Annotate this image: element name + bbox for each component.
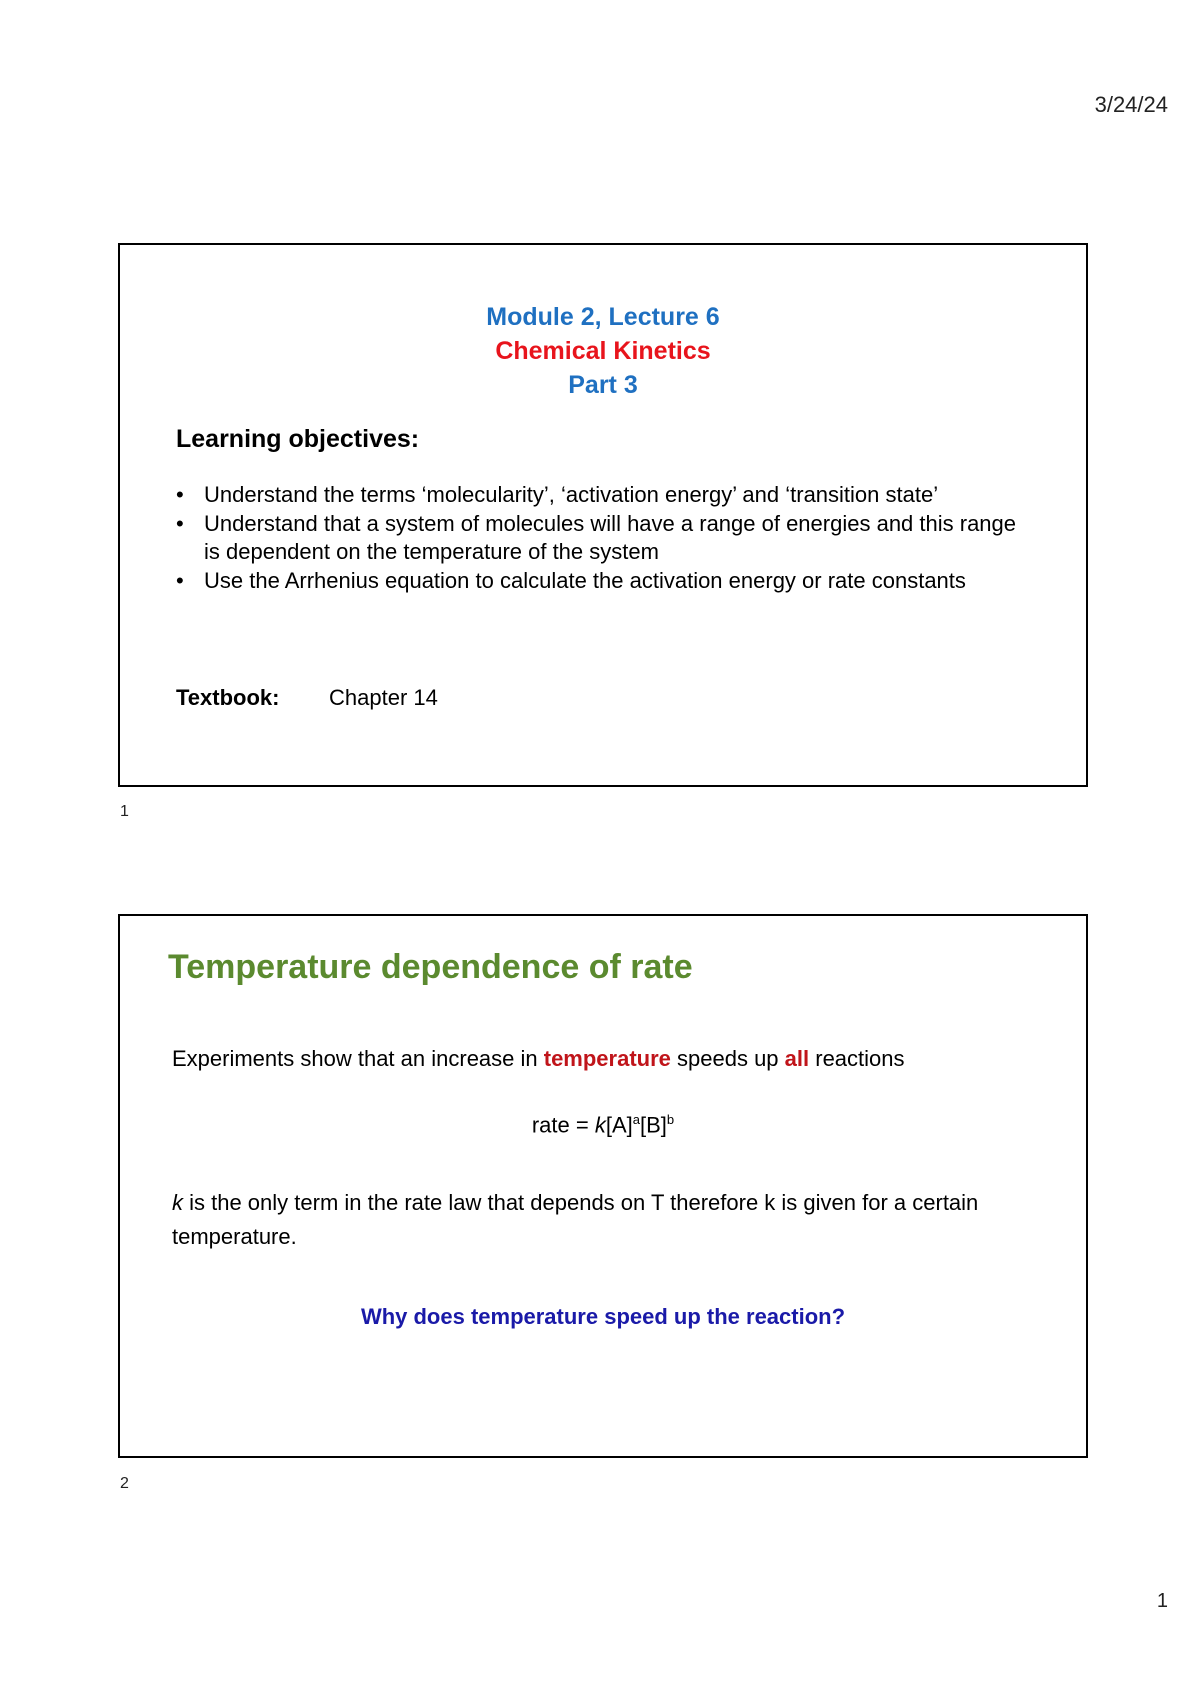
slide-2 bbox=[118, 914, 1088, 1458]
objective-item bbox=[176, 567, 1036, 595]
bullet-icon: • bbox=[176, 511, 184, 536]
page-date: 3/24/24 bbox=[1094, 92, 1168, 117]
bullet-icon: • bbox=[176, 568, 184, 593]
slide-number-1: 1 bbox=[120, 803, 129, 820]
objective-item bbox=[176, 510, 1036, 566]
statement-text: reactions bbox=[809, 1046, 905, 1071]
statement-text: speeds up bbox=[670, 1046, 785, 1071]
slide-2-title: Temperature dependence of rate bbox=[168, 948, 693, 986]
slide-1-titles bbox=[120, 300, 1086, 402]
statement-text: Experiments show that an increase in bbox=[172, 1046, 544, 1071]
explanation-text: is the only term in the rate law that depends on T therefore k is given for a certain temperature. bbox=[172, 1190, 979, 1249]
experiments-statement bbox=[172, 1046, 905, 1072]
exponent-a: a bbox=[632, 1112, 640, 1127]
slide-1 bbox=[118, 243, 1088, 787]
conc-a: [A] bbox=[605, 1112, 633, 1138]
objective-item bbox=[176, 481, 1036, 509]
objectives-heading: Learning objectives: bbox=[176, 425, 420, 453]
highlight-all: all bbox=[784, 1046, 810, 1071]
page-number: 1 bbox=[1156, 1590, 1168, 1612]
lecture-topic: Chemical Kinetics bbox=[495, 337, 711, 365]
lecture-title: Module 2, Lecture 6 bbox=[486, 303, 720, 331]
textbook-reference bbox=[176, 685, 438, 711]
objective-text: Understand the terms ‘molecularity’, ‘activation energy’ and ‘transition state’ bbox=[204, 482, 939, 507]
exponent-b: b bbox=[666, 1112, 675, 1127]
lecture-part: Part 3 bbox=[568, 371, 638, 399]
rate-law-prefix: rate = bbox=[531, 1112, 595, 1138]
objective-text: Use the Arrhenius equation to calculate the activation energy or rate constants bbox=[204, 568, 966, 593]
rate-law-equation bbox=[120, 1112, 1086, 1138]
objectives-list bbox=[176, 481, 1036, 596]
conc-b: [B] bbox=[639, 1112, 667, 1138]
rate-constant-symbol: k bbox=[594, 1112, 606, 1138]
rate-constant-explanation bbox=[172, 1186, 1032, 1254]
highlight-temperature: temperature bbox=[543, 1046, 671, 1071]
question-text: Why does temperature speed up the reaction? bbox=[360, 1304, 846, 1329]
objective-text: Understand that a system of molecules will have a range of energies and this range is dependent on the temperature of the system bbox=[204, 511, 1017, 564]
rate-constant-symbol: k bbox=[172, 1190, 183, 1215]
textbook-label: Textbook: bbox=[176, 685, 280, 710]
bullet-icon: • bbox=[176, 482, 184, 507]
textbook-chapter: Chapter 14 bbox=[329, 685, 438, 710]
slide-number-2: 2 bbox=[120, 1475, 129, 1492]
